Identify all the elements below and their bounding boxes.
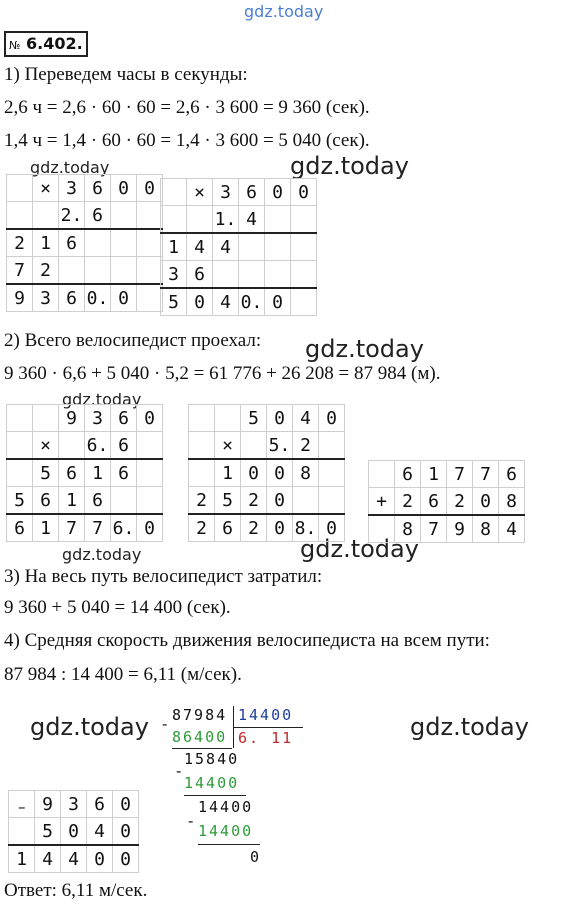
grid-cell: 5 (33, 459, 59, 487)
grid-cell (369, 461, 395, 488)
grid-cell: 1 (59, 487, 85, 515)
grid-cell: 6 (85, 202, 111, 230)
grid-cell: 6 (499, 461, 525, 488)
grid-cell: 5 (215, 487, 241, 515)
multiplication-grid-4 (188, 404, 345, 542)
grid-cell: 1 (9, 845, 35, 873)
grid-cell: 4 (61, 845, 87, 873)
grid-cell: 1 (33, 514, 59, 542)
multiplication-grid-3 (6, 404, 163, 542)
watermark: gdz.today (290, 152, 409, 180)
grid-cell (265, 233, 291, 261)
grid-cell (161, 179, 187, 206)
grid-cell: 6 (215, 514, 241, 542)
grid-cell (137, 432, 163, 460)
grid-cell: 4 (293, 405, 319, 432)
division-rule-3 (198, 844, 260, 845)
minus-sign: - (188, 812, 194, 830)
grid-cell: 6 (85, 487, 111, 515)
grid-cell: 0. (85, 284, 111, 312)
grid-cell: 4 (35, 845, 61, 873)
dividend: 87984 (172, 706, 228, 724)
grid-cell: 8 (293, 459, 319, 487)
grid-cell: 2 (241, 514, 267, 542)
grid-cell: 4 (87, 818, 113, 846)
grid-cell: 7 (473, 461, 499, 488)
grid-cell (319, 459, 345, 487)
watermark: gdz.today (30, 158, 110, 177)
grid-cell: 5 (241, 405, 267, 432)
problem-number: 6.402. (26, 34, 83, 53)
watermark: gdz.today (300, 535, 419, 563)
grid-cell: 0 (187, 288, 213, 316)
grid-cell: × (33, 432, 59, 460)
watermark: gdz.today (30, 713, 149, 741)
remainder-final: 0 (250, 848, 262, 866)
grid-cell: 3 (33, 284, 59, 312)
step-4-heading: 4) Средняя скорость движения велосипедиста на всем пути: (4, 630, 490, 651)
grid-cell (291, 288, 317, 316)
grid-cell (189, 459, 215, 487)
grid-cell: 0 (137, 514, 163, 542)
grid-cell: 0 (473, 488, 499, 516)
grid-cell: 6 (111, 459, 137, 487)
grid-cell: 6 (7, 514, 33, 542)
grid-cell: 0 (61, 818, 87, 846)
grid-cell (215, 405, 241, 432)
grid-cell: 9 (447, 515, 473, 543)
grid-cell: 6 (395, 461, 421, 488)
grid-cell: 5 (35, 818, 61, 846)
watermark: gdz.today (410, 713, 529, 741)
grid-cell: 2 (33, 257, 59, 285)
step-4-equation: 87 984 : 14 400 = 6,11 (м/сек). (4, 664, 242, 685)
grid-cell (59, 257, 85, 285)
grid-cell (291, 261, 317, 289)
grid-cell (137, 487, 163, 515)
grid-cell: 4 (213, 288, 239, 316)
grid-cell: 8 (395, 515, 421, 543)
grid-cell (241, 432, 267, 460)
addition-grid-2 (8, 790, 139, 873)
subtrahend-2: 14400 (184, 774, 240, 792)
grid-cell: 7 (59, 514, 85, 542)
grid-cell (85, 257, 111, 285)
step-3-heading: 3) На весь путь велосипедист затратил: (4, 566, 323, 587)
grid-cell: 0 (291, 179, 317, 206)
grid-cell (239, 233, 265, 261)
grid-cell (7, 202, 33, 230)
grid-cell (369, 515, 395, 543)
divisor: 14400 (238, 706, 294, 724)
grid-cell: 1 (215, 459, 241, 487)
grid-cell (85, 229, 111, 257)
grid-cell: 0 (267, 514, 293, 542)
subtrahend-3: 14400 (198, 822, 254, 840)
grid-cell: 0. (239, 288, 265, 316)
grid-cell: 0 (113, 845, 139, 873)
grid-cell (265, 206, 291, 234)
watermark-top: gdz.today (244, 2, 324, 21)
watermark: gdz.today (62, 545, 142, 564)
grid-cell (9, 818, 35, 846)
grid-cell (59, 432, 85, 460)
grid-cell (189, 432, 215, 460)
step-1-equation-1: 2,6 ч = 2,6 · 60 · 60 = 2,6 · 3 600 = 9 360 (сек). (4, 97, 370, 118)
grid-cell: 1 (33, 229, 59, 257)
grid-cell: 0 (267, 487, 293, 515)
step-1-heading: 1) Переведем часы в секунды: (4, 64, 248, 85)
grid-cell (291, 206, 317, 234)
problem-number-badge (4, 31, 88, 57)
grid-cell (111, 257, 137, 285)
grid-cell: 0 (111, 175, 137, 202)
grid-cell: 6 (187, 261, 213, 289)
minus-sign: - (176, 762, 182, 780)
grid-cell: 0 (319, 514, 345, 542)
grid-cell (213, 261, 239, 289)
step-1-equation-2: 1,4 ч = 1,4 · 60 · 60 = 1,4 · 3 600 = 5 040 (сек). (4, 130, 370, 151)
watermark: gdz.today (305, 335, 424, 363)
grid-cell: × (33, 175, 59, 202)
grid-cell (111, 202, 137, 230)
division-rule-2 (184, 795, 246, 796)
grid-cell: 1 (421, 461, 447, 488)
grid-cell (265, 261, 291, 289)
grid-cell: 6 (111, 432, 137, 460)
grid-cell: 6 (85, 175, 111, 202)
grid-cell (319, 432, 345, 460)
grid-cell: 6 (239, 179, 265, 206)
grid-cell: 0 (319, 405, 345, 432)
number-sign: № (9, 39, 21, 52)
grid-cell: 9 (35, 791, 61, 818)
grid-cell: 6. (85, 432, 111, 460)
multiplication-grid-1 (6, 174, 163, 312)
grid-cell (7, 175, 33, 202)
subtrahend-1: 86400 (172, 728, 228, 746)
grid-cell: 2 (293, 432, 319, 460)
plus-sign-faded: – (18, 798, 26, 816)
grid-cell: 4 (213, 233, 239, 261)
grid-cell: 3 (59, 175, 85, 202)
grid-cell (291, 233, 317, 261)
grid-cell: 8 (499, 488, 525, 516)
grid-cell (137, 284, 163, 312)
quotient: 6. 11 (238, 729, 294, 747)
grid-cell: 8 (473, 515, 499, 543)
division-rule-1 (172, 748, 232, 749)
grid-cell: 2 (395, 488, 421, 516)
grid-cell: 0 (265, 179, 291, 206)
grid-cell (9, 791, 35, 818)
grid-cell (137, 202, 163, 230)
grid-cell: 7 (85, 514, 111, 542)
grid-cell: 9 (59, 405, 85, 432)
grid-cell: + (369, 488, 395, 516)
grid-cell: 1 (161, 233, 187, 261)
grid-cell (7, 405, 33, 432)
grid-cell: 6. (111, 514, 137, 542)
grid-cell: 0 (137, 175, 163, 202)
grid-cell: 3 (61, 791, 87, 818)
grid-cell: 2 (189, 487, 215, 515)
grid-cell: 0 (267, 459, 293, 487)
grid-cell: 0 (113, 791, 139, 818)
grid-cell: 0 (137, 405, 163, 432)
grid-cell: 6 (59, 284, 85, 312)
step-3-equation: 9 360 + 5 040 = 14 400 (сек). (4, 597, 231, 618)
grid-cell: 1 (85, 459, 111, 487)
grid-cell (187, 206, 213, 234)
grid-cell: 4 (239, 206, 265, 234)
multiplication-grid-2 (160, 178, 317, 316)
grid-cell: 3 (213, 179, 239, 206)
addition-grid (368, 460, 525, 543)
grid-cell (111, 487, 137, 515)
grid-cell (293, 487, 319, 515)
grid-cell: × (187, 179, 213, 206)
grid-cell: 8. (293, 514, 319, 542)
grid-cell: 2. (59, 202, 85, 230)
grid-cell: 6 (33, 487, 59, 515)
grid-cell: 6 (111, 405, 137, 432)
remainder-2: 14400 (198, 798, 254, 816)
grid-cell (7, 459, 33, 487)
grid-cell: 7 (421, 515, 447, 543)
grid-cell: 0 (265, 288, 291, 316)
grid-cell: 0 (267, 405, 293, 432)
grid-cell (239, 261, 265, 289)
grid-cell (111, 229, 137, 257)
grid-cell (137, 459, 163, 487)
grid-cell: × (215, 432, 241, 460)
grid-cell: 6 (59, 459, 85, 487)
grid-cell: 7 (447, 461, 473, 488)
grid-cell: 6 (87, 791, 113, 818)
grid-cell (137, 257, 163, 285)
step-2-heading: 2) Всего велосипедист проехал: (4, 330, 262, 351)
grid-cell: 5 (161, 288, 187, 316)
grid-cell (319, 487, 345, 515)
remainder-1: 15840 (184, 750, 240, 768)
grid-cell: 0 (241, 459, 267, 487)
grid-cell: 4 (187, 233, 213, 261)
answer: Ответ: 6,11 м/сек. (4, 880, 148, 901)
grid-cell: 0 (113, 818, 139, 846)
grid-cell (33, 405, 59, 432)
grid-cell: 6 (421, 488, 447, 516)
grid-cell (7, 432, 33, 460)
grid-cell (189, 405, 215, 432)
grid-cell: 4 (499, 515, 525, 543)
grid-cell: 1. (213, 206, 239, 234)
grid-cell: 9 (7, 284, 33, 312)
grid-cell: 7 (7, 257, 33, 285)
grid-cell (33, 202, 59, 230)
grid-cell: 2 (189, 514, 215, 542)
grid-cell: 0 (87, 845, 113, 873)
grid-cell: 2 (7, 229, 33, 257)
division-bracket-horizontal (233, 727, 303, 728)
grid-cell: 5. (267, 432, 293, 460)
grid-cell: 6 (59, 229, 85, 257)
grid-cell: 5 (7, 487, 33, 515)
grid-cell: 3 (85, 405, 111, 432)
step-2-equation: 9 360 · 6,6 + 5 040 · 5,2 = 61 776 + 26 208 = 87 984 (м). (4, 363, 441, 384)
grid-cell: 2 (241, 487, 267, 515)
grid-cell (137, 229, 163, 257)
minus-sign: - (162, 715, 168, 733)
grid-cell: 0 (111, 284, 137, 312)
grid-cell: 3 (161, 261, 187, 289)
grid-cell (161, 206, 187, 234)
watermark: gdz.today (62, 390, 142, 409)
grid-cell: 2 (447, 488, 473, 516)
